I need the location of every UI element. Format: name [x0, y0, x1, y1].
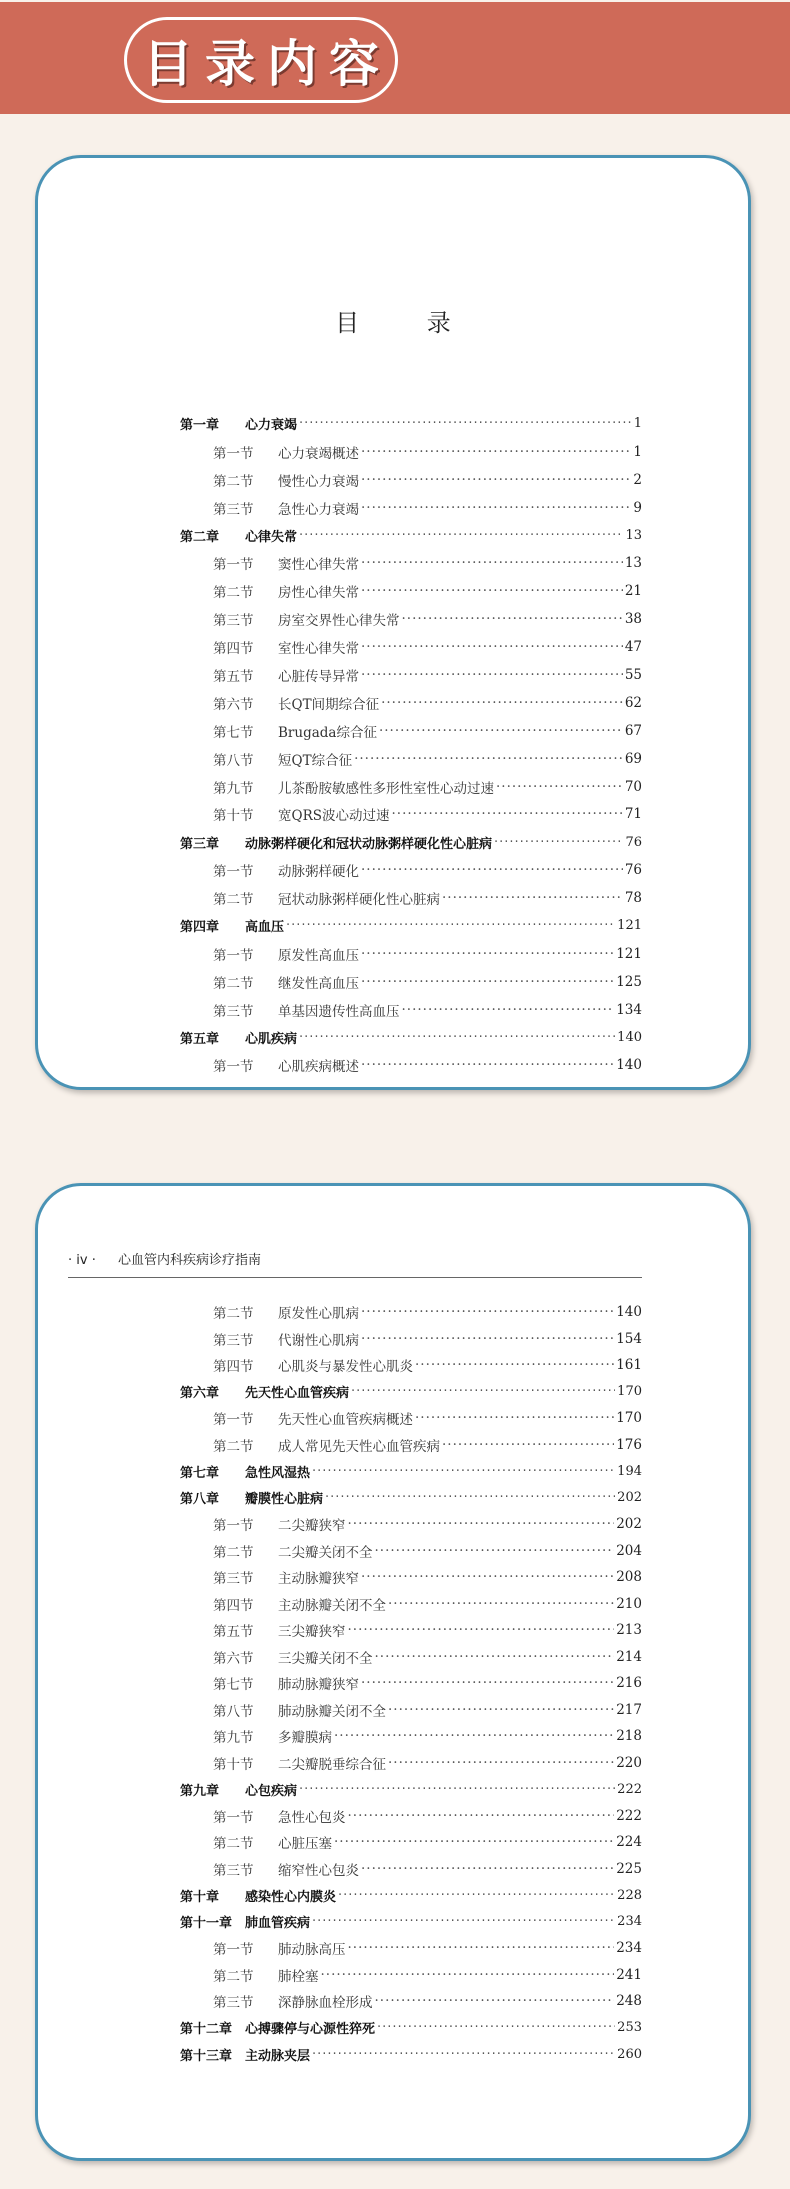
toc-section-entry — [180, 1617, 642, 1644]
toc-chapter-entry — [180, 912, 642, 940]
entry-label: 第九节 — [213, 1730, 254, 1747]
leader-dots — [442, 1437, 614, 1453]
entry-title: 肺动脉瓣关闭不全 — [278, 1703, 386, 1720]
toc-chapter-entry — [180, 828, 642, 856]
toc-list — [180, 410, 642, 1079]
entry-page-number: 13 — [625, 528, 642, 543]
entry-page-number: 216 — [616, 1675, 642, 1692]
entry-page-number: 161 — [616, 1357, 642, 1374]
toc-section-entry — [180, 1644, 642, 1671]
entry-title: 感染性心内膜炎 — [245, 1889, 337, 1905]
entry-page-number: 1 — [633, 416, 642, 432]
entry-page-number: 228 — [617, 1887, 642, 1903]
entry-label: 第一节 — [213, 864, 254, 881]
entry-label: 第四章 — [180, 920, 220, 936]
entry-label: 第六章 — [180, 1386, 220, 1402]
leader-dots — [312, 2047, 615, 2062]
entry-page-number: 210 — [616, 1595, 642, 1612]
toc-section-entry — [180, 1405, 642, 1432]
entry-label: 第三节 — [213, 1332, 254, 1349]
leader-dots — [361, 583, 623, 599]
toc-section-entry — [180, 1803, 642, 1830]
entry-title: 三尖瓣关闭不全 — [278, 1650, 373, 1667]
leader-dots — [361, 667, 623, 683]
entry-label: 第二节 — [213, 1438, 254, 1455]
entry-title: 慢性心力衰竭 — [278, 473, 359, 490]
leader-dots — [321, 1967, 615, 1983]
toc-section-entry — [180, 1051, 642, 1079]
leader-dots — [442, 890, 623, 906]
entry-page-number: 194 — [617, 1463, 642, 1479]
leader-dots — [388, 1755, 614, 1771]
entry-title: 先天性心血管疾病概述 — [278, 1412, 413, 1429]
entry-title: 肺血管疾病 — [245, 1916, 311, 1932]
entry-title: 多瓣膜病 — [278, 1730, 332, 1747]
leader-dots — [361, 555, 623, 571]
leader-dots — [375, 1543, 615, 1559]
entry-page-number: 21 — [624, 583, 642, 600]
toc-chapter-entry — [180, 1485, 642, 1512]
entry-label: 第二节 — [213, 1968, 254, 1985]
entry-label: 第三节 — [213, 1003, 254, 1020]
leader-dots — [299, 528, 623, 543]
entry-page-number: 62 — [624, 694, 642, 711]
entry-title: 二尖瓣关闭不全 — [278, 1544, 373, 1561]
toc-section-entry — [180, 633, 642, 661]
entry-title: 单基因遗传性高血压 — [278, 1003, 400, 1020]
entry-label: 第十一章 — [180, 1916, 233, 1932]
toc-section-entry — [180, 494, 642, 522]
entry-label: 第九节 — [213, 780, 254, 797]
entry-title: 短QT综合征 — [278, 752, 353, 769]
entry-label: 第五章 — [180, 1032, 220, 1048]
leader-dots — [348, 1516, 615, 1532]
entry-page-number: 241 — [616, 1966, 642, 1983]
toc-section-entry — [180, 940, 642, 968]
entry-label: 第一节 — [213, 1518, 254, 1535]
toc-chapter-entry — [180, 1379, 642, 1406]
entry-title: 心力衰竭 — [245, 418, 298, 434]
entry-page-number: 222 — [616, 1807, 642, 1824]
toc-section-entry — [180, 717, 642, 745]
entry-title: 房性心律失常 — [278, 585, 359, 602]
entry-title: 高血压 — [245, 920, 285, 936]
entry-page-number: 253 — [617, 2020, 642, 2036]
entry-title: 继发性高血压 — [278, 975, 359, 992]
leader-dots — [334, 1834, 614, 1850]
entry-label: 第一节 — [213, 557, 254, 574]
leader-dots — [325, 1490, 615, 1505]
entry-title: 室性心律失常 — [278, 641, 359, 658]
entry-label: 第十节 — [213, 1756, 254, 1773]
leader-dots — [415, 1410, 614, 1426]
entry-page-number: 204 — [616, 1542, 642, 1559]
leader-dots — [361, 862, 623, 878]
entry-title: 原发性心肌病 — [278, 1306, 359, 1323]
entry-page-number: 248 — [616, 1993, 642, 2010]
entry-label: 第三节 — [213, 1995, 254, 2012]
entry-page-number: 208 — [616, 1569, 642, 1586]
entry-label: 第三章 — [180, 836, 220, 852]
toc-section-entry — [180, 745, 642, 773]
entry-label: 第二节 — [213, 1544, 254, 1561]
toc-chapter-entry — [180, 2015, 642, 2042]
entry-label: 第六节 — [213, 1650, 254, 1667]
entry-label: 第五节 — [213, 1624, 254, 1641]
entry-page-number: 213 — [616, 1622, 642, 1639]
leader-dots — [286, 918, 615, 933]
entry-title: 窦性心律失常 — [278, 557, 359, 574]
toc-section-entry — [180, 1326, 642, 1353]
entry-title: 肺栓塞 — [278, 1968, 319, 1985]
entry-title: 深静脉血栓形成 — [278, 1995, 373, 2012]
toc-section-entry — [180, 1538, 642, 1565]
entry-title: 动脉粥样硬化 — [278, 864, 359, 881]
leader-dots — [338, 1888, 615, 1903]
entry-label: 第二节 — [213, 892, 254, 909]
toc-section-entry — [180, 1352, 642, 1379]
entry-label: 第十章 — [180, 1889, 220, 1905]
entry-page-number: 218 — [616, 1728, 642, 1745]
entry-label: 第一章 — [180, 418, 220, 434]
entry-page-number: 217 — [616, 1701, 642, 1718]
toc-chapter-entry — [180, 2041, 642, 2068]
entry-page-number: 260 — [617, 2046, 642, 2062]
banner-title-pill — [124, 17, 398, 103]
entry-title: 心肌疾病 — [245, 1032, 298, 1048]
entry-page-number: 225 — [616, 1860, 642, 1877]
toc-section-entry — [180, 968, 642, 996]
entry-label: 第六节 — [213, 696, 254, 713]
entry-label: 第三节 — [213, 1571, 254, 1588]
banner-title: 目录内容 — [143, 35, 391, 93]
entry-title: 冠状动脉粥样硬化性心脏病 — [278, 892, 440, 909]
running-book-title: 心血管内科疾病诊疗指南 — [117, 1253, 261, 1268]
entry-title: 肺动脉瓣狭窄 — [278, 1677, 359, 1694]
leader-dots — [377, 2020, 615, 2035]
entry-label: 第十节 — [213, 808, 254, 825]
entry-page-number: 154 — [616, 1330, 642, 1347]
leader-dots — [361, 639, 623, 655]
toc-section-entry — [180, 1750, 642, 1777]
toc-section-entry — [180, 1723, 642, 1750]
entry-page-number: 121 — [617, 918, 642, 934]
entry-label: 第三节 — [213, 613, 254, 630]
entry-page-number: 71 — [624, 806, 642, 823]
entry-title: 心包疾病 — [245, 1783, 298, 1799]
entry-title: 长QT间期综合征 — [278, 696, 380, 713]
toc-section-entry — [180, 1432, 642, 1459]
leader-dots — [312, 1464, 615, 1479]
entry-label: 第九章 — [180, 1783, 220, 1799]
toc-heading: 目 录 — [335, 309, 481, 337]
leader-dots — [361, 500, 631, 516]
leader-dots — [361, 1861, 614, 1877]
toc-chapter-entry — [180, 1882, 642, 1909]
entry-title: 急性心力衰竭 — [278, 501, 359, 518]
toc-list — [180, 1299, 642, 2068]
entry-label: 第二节 — [213, 975, 254, 992]
entry-label: 第三节 — [213, 1862, 254, 1879]
entry-page-number: 176 — [616, 1436, 642, 1453]
entry-title: 心肌疾病概述 — [278, 1059, 359, 1076]
toc-chapter-entry — [180, 1776, 642, 1803]
entry-page-number: 222 — [617, 1781, 642, 1797]
entry-page-number: 67 — [624, 722, 642, 739]
leader-dots — [361, 472, 631, 488]
toc-section-entry — [180, 1697, 642, 1724]
leader-dots — [496, 779, 623, 795]
entry-page-number: 140 — [617, 1030, 642, 1046]
leader-dots — [299, 1782, 615, 1797]
leader-dots — [361, 444, 631, 460]
leader-dots — [415, 1357, 614, 1373]
toc-section-entry — [180, 661, 642, 689]
leader-dots — [391, 806, 622, 822]
entry-label: 第一节 — [213, 1809, 254, 1826]
entry-page-number: 140 — [616, 1057, 642, 1074]
leader-dots — [361, 1331, 614, 1347]
entry-page-number: 121 — [616, 945, 642, 962]
entry-title: 肺动脉高压 — [278, 1942, 346, 1959]
entry-page-number: 234 — [617, 1914, 642, 1930]
toc-chapter-entry — [180, 1458, 642, 1485]
leader-dots — [351, 1384, 615, 1399]
entry-label: 第四节 — [213, 1359, 254, 1376]
toc-section-entry — [180, 1856, 642, 1883]
entry-title: 二尖瓣脱垂综合征 — [278, 1756, 386, 1773]
entry-label: 第二节 — [213, 585, 254, 602]
entry-label: 第一节 — [213, 947, 254, 964]
leader-dots — [361, 1057, 614, 1073]
leader-dots — [379, 723, 623, 739]
entry-page-number: 38 — [624, 611, 642, 628]
leader-dots — [348, 1808, 615, 1824]
entry-label: 第七节 — [213, 1677, 254, 1694]
entry-title: 二尖瓣狭窄 — [278, 1518, 346, 1535]
entry-page-number: 234 — [616, 1940, 642, 1957]
entry-page-number: 214 — [616, 1648, 642, 1665]
entry-title: 房室交界性心律失常 — [278, 613, 400, 630]
entry-title: 心脏压塞 — [278, 1836, 332, 1853]
entry-title: Brugada综合征 — [278, 724, 377, 741]
entry-label: 第十三章 — [180, 2048, 233, 2064]
entry-label: 第二节 — [213, 473, 254, 490]
header-banner — [0, 2, 790, 114]
entry-title: 瓣膜性心脏病 — [245, 1492, 324, 1508]
entry-page-number: 70 — [624, 778, 642, 795]
leader-dots — [361, 1675, 614, 1691]
entry-title: 主动脉瓣狭窄 — [278, 1571, 359, 1588]
leader-dots — [348, 1940, 615, 1956]
toc-section-entry — [180, 689, 642, 717]
entry-label: 第一节 — [213, 1059, 254, 1076]
entry-title: 心力衰竭概述 — [278, 445, 359, 462]
toc-chapter-entry — [180, 522, 642, 550]
entry-label: 第八章 — [180, 1492, 220, 1508]
toc-page-2 — [35, 1183, 751, 2161]
entry-title: 先天性心血管疾病 — [245, 1386, 350, 1402]
leader-dots — [312, 1914, 615, 1929]
entry-page-number: 2 — [633, 471, 642, 488]
entry-title: 原发性高血压 — [278, 947, 359, 964]
toc-section-entry — [180, 1299, 642, 1326]
toc-chapter-entry — [180, 410, 642, 438]
toc-chapter-entry — [180, 1024, 642, 1052]
toc-section-entry — [180, 605, 642, 633]
toc-section-entry — [180, 577, 642, 605]
entry-page-number: 78 — [624, 890, 642, 907]
entry-title: 宽QRS波心动过速 — [278, 808, 390, 825]
toc-section-entry — [180, 1591, 642, 1618]
leader-dots — [402, 611, 623, 627]
entry-label: 第二节 — [213, 1836, 254, 1853]
leader-dots — [361, 1569, 614, 1585]
entry-page-number: 220 — [616, 1754, 642, 1771]
entry-page-number: 76 — [624, 862, 642, 879]
toc-section-entry — [180, 1988, 642, 2015]
entry-title: 急性心包炎 — [278, 1809, 346, 1826]
entry-page-number: 202 — [616, 1516, 642, 1533]
running-header — [68, 1249, 642, 1278]
entry-title: 三尖瓣狭窄 — [278, 1624, 346, 1641]
entry-label: 第十二章 — [180, 2022, 233, 2038]
entry-title: 急性风湿热 — [245, 1465, 311, 1481]
leader-dots — [381, 695, 623, 711]
toc-section-entry — [180, 1564, 642, 1591]
toc-section-entry — [180, 1962, 642, 1989]
entry-title: 主动脉瓣关闭不全 — [278, 1597, 386, 1614]
entry-page-number: 55 — [624, 666, 642, 683]
leader-dots — [361, 946, 614, 962]
entry-label: 第四节 — [213, 641, 254, 658]
leader-dots — [375, 1993, 615, 2009]
entry-label: 第七节 — [213, 724, 254, 741]
toc-page-1 — [35, 155, 751, 1090]
toc-section-entry — [180, 1511, 642, 1538]
entry-label: 第七章 — [180, 1465, 220, 1481]
entry-page-number: 134 — [616, 1001, 642, 1018]
entry-page-number: 140 — [616, 1304, 642, 1321]
toc-section-entry — [180, 1935, 642, 1962]
entry-page-number: 170 — [616, 1410, 642, 1427]
entry-label: 第八节 — [213, 752, 254, 769]
leader-dots — [348, 1622, 615, 1638]
leader-dots — [361, 974, 614, 990]
toc-section-entry — [180, 773, 642, 801]
entry-page-number: 69 — [624, 750, 642, 767]
toc-section-entry — [180, 438, 642, 466]
leader-dots — [388, 1702, 614, 1718]
entry-title: 心律失常 — [245, 530, 298, 545]
leader-dots — [299, 1030, 615, 1045]
entry-page-number: 202 — [617, 1490, 642, 1506]
toc-section-entry — [180, 466, 642, 494]
leader-dots — [388, 1596, 614, 1612]
leader-dots — [334, 1728, 614, 1744]
entry-page-number: 170 — [617, 1384, 642, 1400]
entry-page-number: 13 — [624, 555, 642, 572]
entry-title: 儿茶酚胺敏感性多形性室性心动过速 — [278, 780, 494, 797]
entry-title: 心肌炎与暴发性心肌炎 — [278, 1359, 413, 1376]
entry-label: 第四节 — [213, 1597, 254, 1614]
leader-dots — [299, 416, 632, 431]
toc-section-entry — [180, 856, 642, 884]
entry-page-number: 224 — [616, 1834, 642, 1851]
entry-title: 代谢性心肌病 — [278, 1332, 359, 1349]
entry-label: 第一节 — [213, 1412, 254, 1429]
toc-section-entry — [180, 800, 642, 828]
entry-page-number: 125 — [616, 973, 642, 990]
entry-label: 第三节 — [213, 501, 254, 518]
entry-label: 第一节 — [213, 445, 254, 462]
toc-section-entry — [180, 996, 642, 1024]
entry-title: 主动脉夹层 — [245, 2048, 311, 2064]
leader-dots — [494, 835, 623, 850]
entry-label: 第二节 — [213, 1306, 254, 1323]
entry-page-number: 1 — [633, 443, 642, 460]
entry-page-number: 76 — [625, 834, 642, 850]
leader-dots — [375, 1649, 615, 1665]
leader-dots — [402, 1002, 615, 1018]
entry-page-number: 9 — [633, 499, 642, 516]
entry-label: 第八节 — [213, 1703, 254, 1720]
entry-title: 成人常见先天性心血管疾病 — [278, 1438, 440, 1455]
running-page-number: · iv · — [68, 1253, 96, 1268]
toc-section-entry — [180, 1670, 642, 1697]
entry-title: 动脉粥样硬化和冠状动脉粥样硬化性心脏病 — [245, 836, 493, 852]
entry-label: 第一节 — [213, 1942, 254, 1959]
toc-chapter-entry — [180, 1909, 642, 1936]
toc-section-entry — [180, 549, 642, 577]
toc-section-entry — [180, 884, 642, 912]
leader-dots — [354, 751, 623, 767]
toc-section-entry — [180, 1829, 642, 1856]
leader-dots — [361, 1304, 614, 1320]
entry-title: 缩窄性心包炎 — [278, 1862, 359, 1879]
entry-title: 心搏骤停与心源性猝死 — [245, 2022, 376, 2038]
entry-label: 第五节 — [213, 668, 254, 685]
entry-page-number: 47 — [624, 639, 642, 656]
entry-title: 心脏传导异常 — [278, 668, 359, 685]
entry-label: 第二章 — [180, 530, 220, 545]
